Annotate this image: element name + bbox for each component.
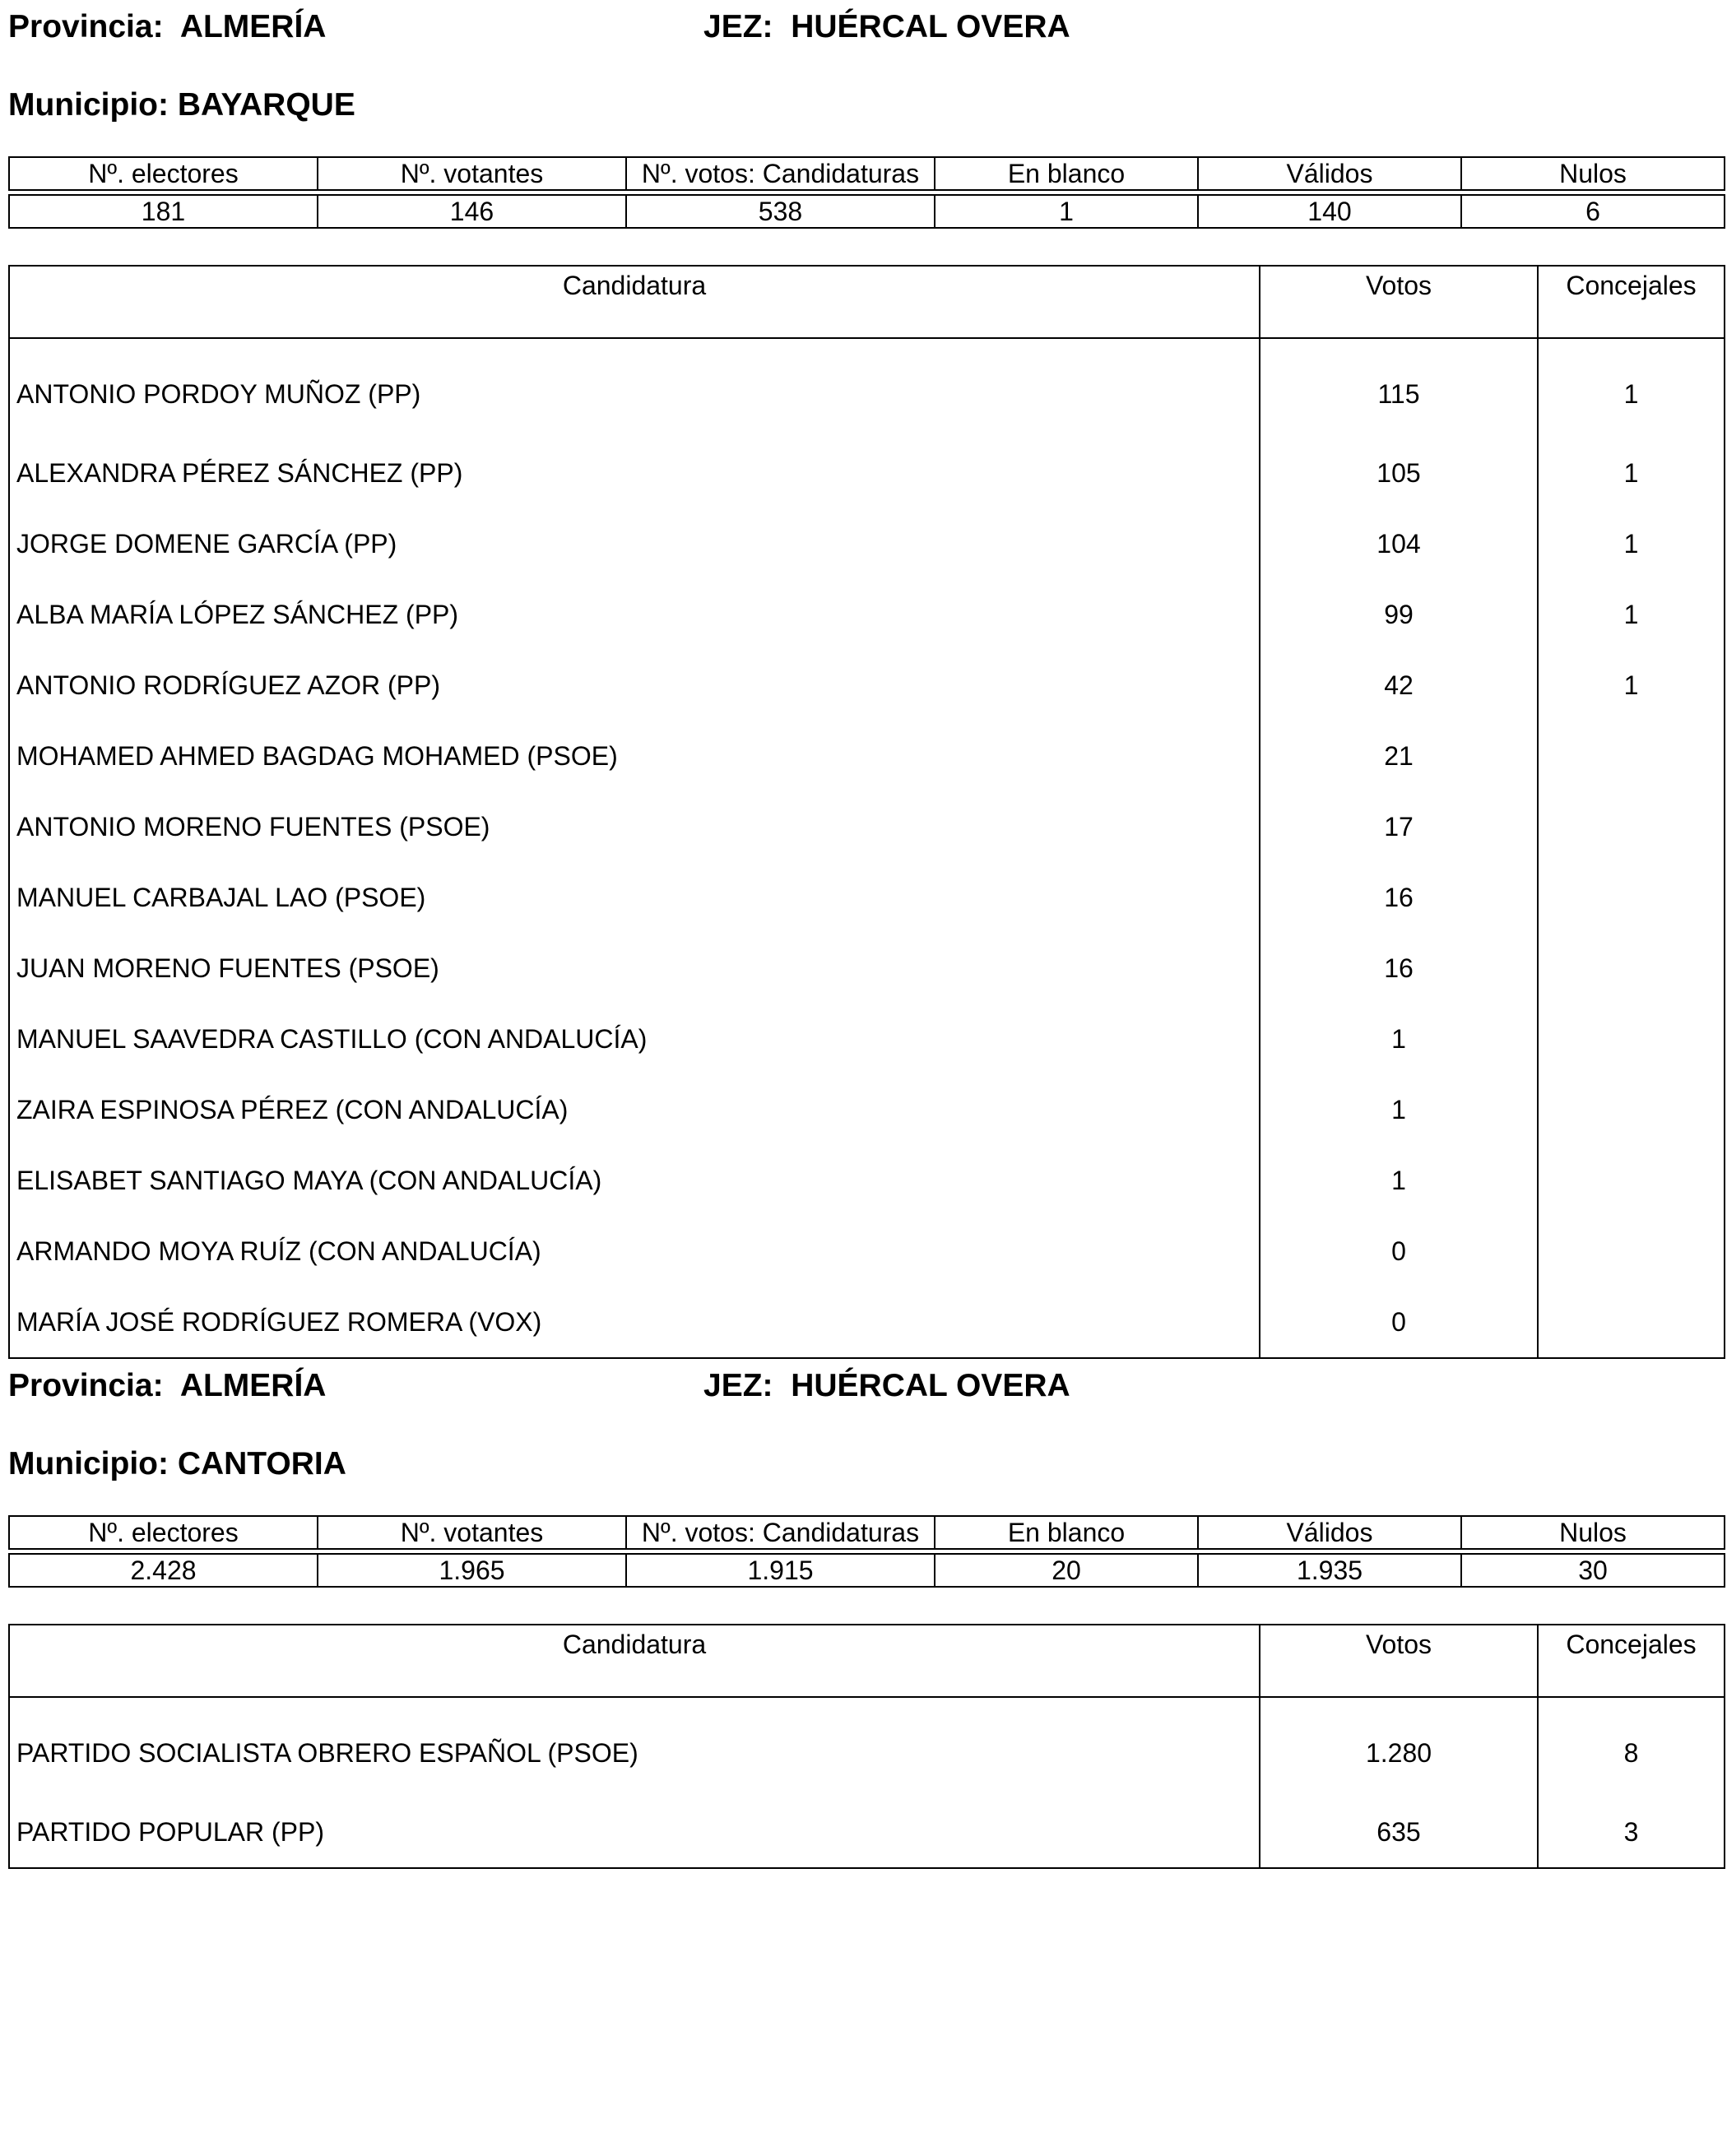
candidatura-votos: 16	[1260, 933, 1538, 1004]
provincia-label: Provincia:	[8, 9, 164, 44]
jez-value: HUÉRCAL OVERA	[791, 9, 1070, 44]
candidatura-name: PARTIDO POPULAR (PP)	[9, 1797, 1260, 1868]
jez-line	[703, 1370, 1070, 1402]
candidatura-votos: 16	[1260, 862, 1538, 933]
candidatura-row	[9, 862, 1725, 933]
municipio-label: Municipio:	[8, 87, 169, 123]
stats-value-votos-candidaturas: 538	[626, 195, 935, 228]
candidatura-votos: 0	[1260, 1216, 1538, 1287]
candidatura-row	[9, 791, 1725, 862]
candidatura-row	[9, 1287, 1725, 1358]
municipio-line	[8, 1448, 346, 1480]
candidatura-votos: 0	[1260, 1287, 1538, 1358]
candidatura-votos: 1.280	[1260, 1697, 1538, 1797]
candidatura-votos: 105	[1260, 438, 1538, 508]
candidatura-row	[9, 933, 1725, 1004]
jez-line	[703, 11, 1070, 43]
stats-header-en-blanco: En blanco	[935, 1516, 1198, 1549]
candidatura-concejales	[1538, 1287, 1725, 1358]
candidaturas-header-row	[9, 266, 1725, 338]
stats-table	[8, 1515, 1725, 1588]
candidaturas-table	[8, 265, 1725, 1359]
candidatura-name: MARÍA JOSÉ RODRÍGUEZ ROMERA (VOX)	[9, 1287, 1260, 1358]
header-votos: Votos	[1260, 1625, 1538, 1697]
stats-header-votantes: Nº. votantes	[318, 1516, 626, 1549]
candidatura-name: ANTONIO RODRÍGUEZ AZOR (PP)	[9, 650, 1260, 721]
candidatura-row	[9, 1216, 1725, 1287]
candidatura-row	[9, 438, 1725, 508]
candidatura-row	[9, 1004, 1725, 1074]
candidatura-name: MANUEL CARBAJAL LAO (PSOE)	[9, 862, 1260, 933]
municipio-value: BAYARQUE	[177, 87, 355, 123]
candidatura-concejales: 8	[1538, 1697, 1725, 1797]
provincia-line	[8, 11, 326, 43]
candidatura-concejales	[1538, 791, 1725, 862]
candidatura-votos: 42	[1260, 650, 1538, 721]
candidatura-row	[9, 338, 1725, 438]
stats-header-electores: Nº. electores	[9, 157, 318, 190]
stats-value-en-blanco: 1	[935, 195, 1198, 228]
jez-label: JEZ:	[703, 1368, 773, 1403]
candidatura-row	[9, 579, 1725, 650]
municipio-label: Municipio:	[8, 1446, 169, 1481]
header-candidatura: Candidatura	[9, 266, 1260, 338]
candidatura-row	[9, 1074, 1725, 1145]
candidatura-votos: 17	[1260, 791, 1538, 862]
candidatura-concejales: 1	[1538, 508, 1725, 579]
candidatura-row	[9, 1697, 1725, 1797]
stats-value-en-blanco: 20	[935, 1554, 1198, 1587]
stats-value-row	[9, 195, 1725, 228]
candidatura-name: ANTONIO MORENO FUENTES (PSOE)	[9, 791, 1260, 862]
stats-value-electores: 2.428	[9, 1554, 318, 1587]
candidatura-name: ANTONIO PORDOY MUÑOZ (PP)	[9, 338, 1260, 438]
jez-value: HUÉRCAL OVERA	[791, 1368, 1070, 1403]
provincia-value: ALMERÍA	[179, 9, 327, 44]
candidatura-name: ARMANDO MOYA RUÍZ (CON ANDALUCÍA)	[9, 1216, 1260, 1287]
stats-value-validos: 140	[1198, 195, 1461, 228]
provincia-value: ALMERÍA	[179, 1368, 327, 1403]
candidatura-name: JUAN MORENO FUENTES (PSOE)	[9, 933, 1260, 1004]
stats-header-electores: Nº. electores	[9, 1516, 318, 1549]
stats-header-validos: Válidos	[1198, 157, 1461, 190]
candidaturas-header-row	[9, 1625, 1725, 1697]
stats-value-row	[9, 1554, 1725, 1587]
provincia-label: Provincia:	[8, 1368, 164, 1403]
jez-label: JEZ:	[703, 9, 773, 44]
stats-table	[8, 156, 1725, 229]
stats-header-votos-candidaturas: Nº. votos: Candidaturas	[626, 1516, 935, 1549]
candidatura-concejales: 3	[1538, 1797, 1725, 1868]
header-candidatura: Candidatura	[9, 1625, 1260, 1697]
municipio-line	[8, 89, 355, 121]
candidatura-concejales	[1538, 1216, 1725, 1287]
stats-header-row	[9, 157, 1725, 190]
stats-value-validos: 1.935	[1198, 1554, 1461, 1587]
stats-value-votos-candidaturas: 1.915	[626, 1554, 935, 1587]
candidatura-concejales: 1	[1538, 438, 1725, 508]
provincia-line	[8, 1370, 326, 1402]
candidatura-votos: 1	[1260, 1145, 1538, 1216]
candidatura-concejales: 1	[1538, 579, 1725, 650]
municipio-value: CANTORIA	[177, 1446, 346, 1481]
stats-header-en-blanco: En blanco	[935, 157, 1198, 190]
stats-value-electores: 181	[9, 195, 318, 228]
candidatura-name: MOHAMED AHMED BAGDAG MOHAMED (PSOE)	[9, 721, 1260, 791]
stats-header-nulos: Nulos	[1461, 157, 1725, 190]
candidatura-votos: 104	[1260, 508, 1538, 579]
stats-value-votantes: 1.965	[318, 1554, 626, 1587]
candidatura-name: ZAIRA ESPINOSA PÉREZ (CON ANDALUCÍA)	[9, 1074, 1260, 1145]
candidatura-row	[9, 721, 1725, 791]
candidatura-votos: 21	[1260, 721, 1538, 791]
header-votos: Votos	[1260, 266, 1538, 338]
candidatura-name: ALBA MARÍA LÓPEZ SÁNCHEZ (PP)	[9, 579, 1260, 650]
header-concejales: Concejales	[1538, 266, 1725, 338]
candidatura-concejales	[1538, 1074, 1725, 1145]
candidatura-row	[9, 1797, 1725, 1868]
candidatura-concejales	[1538, 1145, 1725, 1216]
candidatura-name: ELISABET SANTIAGO MAYA (CON ANDALUCÍA)	[9, 1145, 1260, 1216]
candidatura-row	[9, 1145, 1725, 1216]
candidatura-name: JORGE DOMENE GARCÍA (PP)	[9, 508, 1260, 579]
candidatura-votos: 1	[1260, 1074, 1538, 1145]
candidaturas-table	[8, 1624, 1725, 1869]
candidatura-votos: 115	[1260, 338, 1538, 438]
candidatura-concejales: 1	[1538, 650, 1725, 721]
candidatura-name: MANUEL SAAVEDRA CASTILLO (CON ANDALUCÍA)	[9, 1004, 1260, 1074]
stats-header-row	[9, 1516, 1725, 1549]
candidatura-votos: 99	[1260, 579, 1538, 650]
stats-header-votos-candidaturas: Nº. votos: Candidaturas	[626, 157, 935, 190]
candidatura-concejales	[1538, 933, 1725, 1004]
candidatura-concejales	[1538, 1004, 1725, 1074]
candidatura-concejales	[1538, 862, 1725, 933]
candidatura-concejales: 1	[1538, 338, 1725, 438]
header-concejales: Concejales	[1538, 1625, 1725, 1697]
stats-value-nulos: 30	[1461, 1554, 1725, 1587]
candidatura-name: ALEXANDRA PÉREZ SÁNCHEZ (PP)	[9, 438, 1260, 508]
stats-value-nulos: 6	[1461, 195, 1725, 228]
candidatura-votos: 635	[1260, 1797, 1538, 1868]
stats-value-votantes: 146	[318, 195, 626, 228]
stats-header-votantes: Nº. votantes	[318, 157, 626, 190]
candidatura-row	[9, 508, 1725, 579]
stats-header-nulos: Nulos	[1461, 1516, 1725, 1549]
stats-header-validos: Válidos	[1198, 1516, 1461, 1549]
candidatura-concejales	[1538, 721, 1725, 791]
candidatura-row	[9, 650, 1725, 721]
candidatura-votos: 1	[1260, 1004, 1538, 1074]
candidatura-name: PARTIDO SOCIALISTA OBRERO ESPAÑOL (PSOE)	[9, 1697, 1260, 1797]
